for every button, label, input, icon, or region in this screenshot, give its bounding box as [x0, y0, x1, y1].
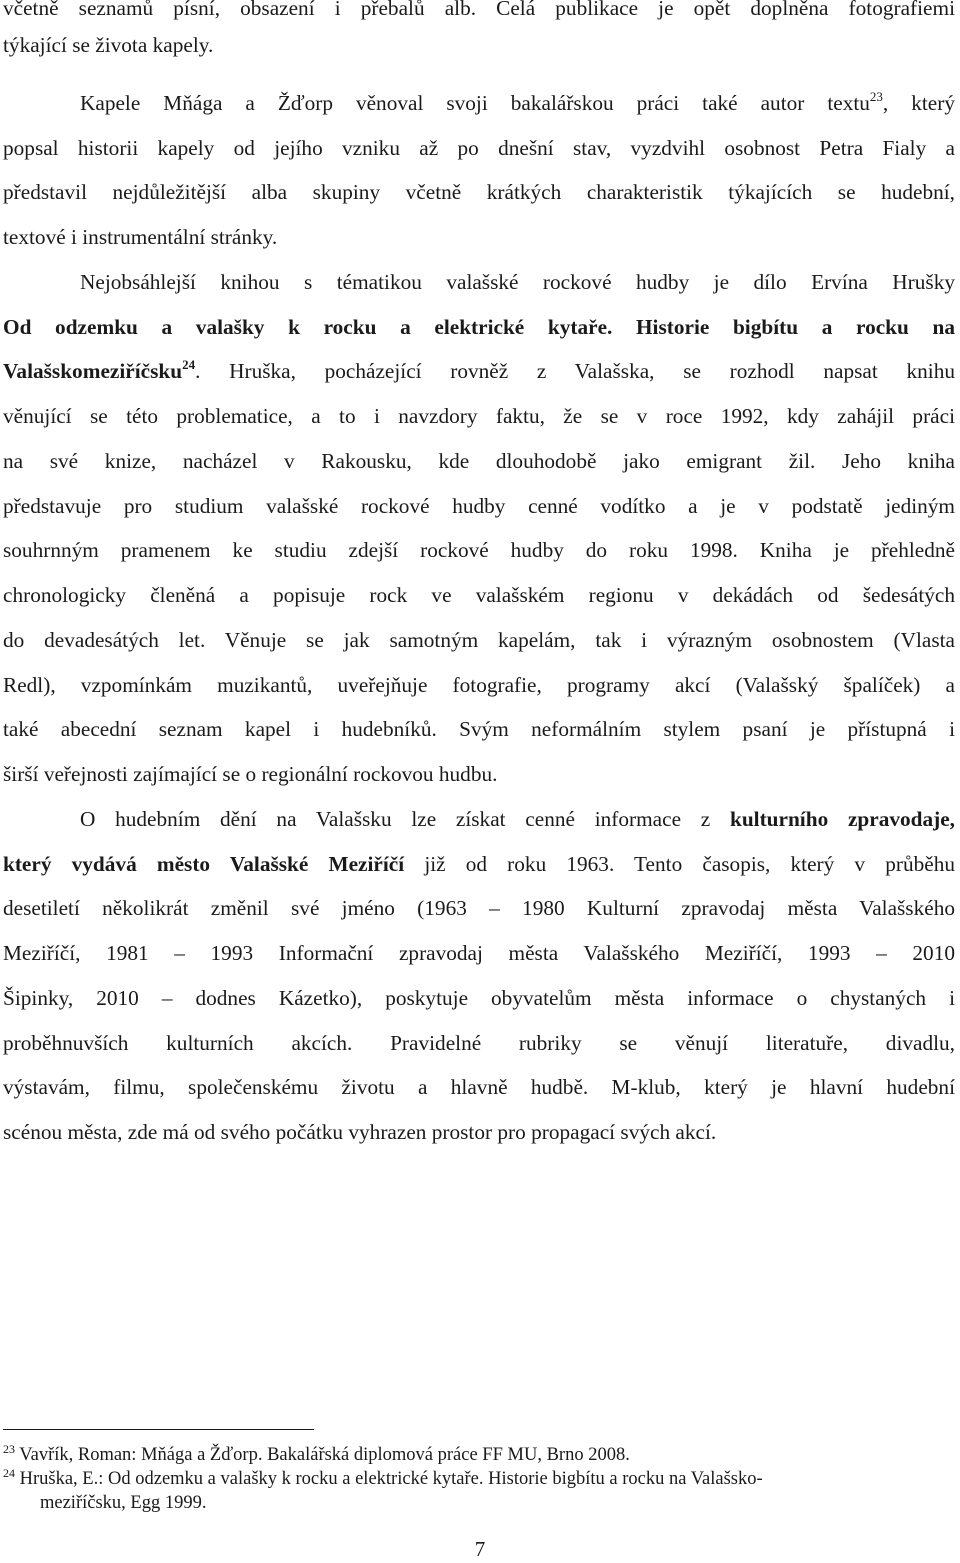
footnote-24 [3, 1467, 763, 1491]
text-line: desetiletí několikrát změnil své jméno (1963 – 1980 Kulturní zpravodaj města Valašského [3, 896, 955, 920]
footnote-text: Hruška, E.: Od odzemku a valašky k rocku a elektrické kytaře. Historie bigbítu a rocku na Valašsko- [19, 1469, 763, 1489]
footnote-number: 23 [3, 1442, 15, 1456]
footnote-text: Vavřík, Roman: Mňága a Žďorp. Bakalářská diplomová práce FF MU, Brno 2008. [19, 1445, 630, 1465]
text-span: O hudebním dění na Valašsku lze získat cenné informace z [80, 807, 711, 831]
text-line: do devadesátých let. Věnuje se jak samotným kapelám, tak i výrazným osobnostem (Vlasta [3, 628, 955, 652]
footnote-number: 24 [3, 1466, 15, 1480]
text-line: věnující se této problematice, a to i navzdory faktu, že se v roce 1992, kdy zahájil práci [3, 404, 955, 428]
text-line [80, 88, 955, 118]
text-line [3, 849, 955, 879]
bold-span: kulturního zpravodaje, [729, 807, 956, 831]
text-line: na své knize, nacházel v Rakousku, kde dlouhodobě jako emigrant žil. Jeho kniha [3, 449, 955, 473]
book-title-line: Od odzemku a valašky k rocku a elektrické kytaře. Historie bigbítu a rocku na [3, 315, 955, 339]
text-line: Meziříčí, 1981 – 1993 Informační zpravodaj města Valašského Meziříčí, 1993 – 2010 [3, 941, 955, 965]
text-line [3, 356, 955, 386]
text-line: širší veřejnosti zajímající se o regionální rockovou hudbu. [3, 762, 498, 786]
footnote-ref[interactable]: 23 [869, 89, 883, 104]
footnote-ref[interactable]: 24 [182, 357, 196, 372]
text-line: také abecední seznam kapel i hudebníků. Svým neformálním stylem psaní je přístupná i [3, 717, 955, 741]
text-line: Šipinky, 2010 – dodnes Kázetko), poskytuje obyvatelům města informace o chystaných i [3, 986, 955, 1010]
text-line: týkající se života kapely. [3, 33, 214, 57]
text-line: představuje pro studium valašské rockové hudby cenné vodítko a je v podstatě jediným [3, 494, 955, 518]
text-line: Redl), vzpomínkám muzikantů, uveřejňuje fotografie, programy akcí (Valašský špalíček) a [3, 673, 955, 697]
text-line: Nejobsáhlejší knihou s tématikou valašské rockové hudby je dílo Ervína Hrušky [80, 270, 955, 294]
text-line: proběhnuvších kulturních akcích. Pravidelné rubriky se věnují literatuře, divadlu, [3, 1031, 955, 1055]
text-line: chronologicky členěná a popisuje rock ve valašském regionu v dekádách od šedesátých [3, 583, 955, 607]
text-line: textové i instrumentální stránky. [3, 225, 278, 249]
bold-span: který vydává město Valašské Meziříčí [3, 852, 405, 876]
text-line: souhrnným pramenem ke studiu zdejší rockové hudby do roku 1998. Kniha je přehledně [3, 538, 955, 562]
text-line: představil nejdůležitější alba skupiny včetně krátkých charakteristik týkajících se hudební, [3, 180, 955, 204]
footnote-separator [3, 1429, 314, 1430]
text-span: již od roku 1963. Tento časopis, který v průběhu [424, 852, 955, 876]
text-line [80, 804, 955, 834]
page-number: 7 [474, 1537, 486, 1561]
book-title-span: Valašskomeziříčsku [3, 359, 183, 383]
text-span: Kapele Mňága a Žďorp věnoval svoji bakalářskou práci také autor textu [80, 91, 870, 115]
text-line: scénou města, zde má od svého počátku vyhrazen prostor pro propagací svých akcí. [3, 1120, 717, 1144]
text-span: . Hruška, pocházející rovněž z Valašska, se rozhodl napsat knihu [195, 359, 955, 383]
text-line: popsal historii kapely od jejího vzniku až po dnešní stav, vyzdvihl osobnost Petra Fialy a [3, 136, 955, 160]
footnote-24-continued: meziříčsku, Egg 1999. [40, 1493, 207, 1513]
text-line: včetně seznamů písní, obsazení i přebalů alb. Celá publikace je opět doplněna fotografiemi [3, 0, 955, 20]
footnote-23 [3, 1443, 630, 1467]
text-line: výstavám, filmu, společenskému životu a hlavně hudbě. M-klub, který je hlavní hudební [3, 1075, 955, 1099]
text-span: , který [882, 91, 955, 115]
